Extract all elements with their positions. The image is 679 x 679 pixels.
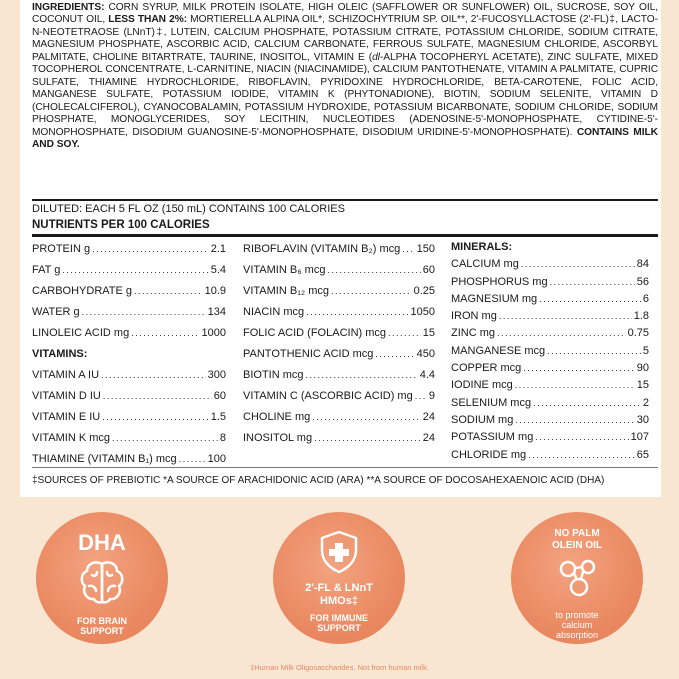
- nutrient-row: [451, 447, 649, 464]
- dot-leader: [306, 302, 408, 323]
- ingredients-main: CORN SYRUP, MILK PROTEIN ISOLATE, HIGH OLEIC (SAFFLOWER OR SUNFLOWER) OIL, SUCROSE, SOY OIL, COCONUT OIL,: [32, 2, 658, 26]
- nutrient-value: 2: [642, 396, 649, 409]
- nutrient-name: MINERALS:: [451, 241, 513, 253]
- nutrient-name: LINOLEIC ACID mg: [32, 327, 130, 339]
- nutrient-value: 4.4: [419, 369, 435, 381]
- nutrient-name: THIAMINE (VITAMIN B₁) mcg: [32, 453, 177, 465]
- nutrients-column-1: [32, 239, 226, 470]
- nutrient-name: FAT g: [32, 264, 61, 276]
- dot-leader: [499, 308, 632, 325]
- nutrient-name: CALCIUM mg: [451, 258, 519, 271]
- divider-footnote: [32, 467, 658, 468]
- dot-leader: [331, 281, 412, 302]
- nutrient-value: 150: [416, 243, 435, 255]
- nutrient-name: MAGNESIUM mg: [451, 292, 538, 305]
- nutrient-value: 60: [422, 264, 435, 276]
- nutrient-row: [243, 281, 435, 302]
- nutrient-value: 6: [642, 292, 649, 305]
- dot-leader: [375, 344, 414, 365]
- nutrient-value: 60: [213, 390, 226, 402]
- dot-leader: [388, 323, 421, 344]
- nutrient-row: [451, 377, 649, 394]
- nutrient-name: MANGANESE mcg: [451, 344, 546, 357]
- ingredients-text: [32, 2, 658, 151]
- nutrient-name: PHOSPHORUS mg: [451, 275, 548, 288]
- nutrient-row: [451, 360, 649, 377]
- nutrient-value: 1.5: [210, 411, 226, 423]
- dot-leader: [92, 239, 209, 260]
- nutrient-row: [243, 407, 435, 428]
- nutrient-name: IODINE mcg: [451, 379, 513, 392]
- dot-leader: [112, 428, 218, 449]
- ingredients-minor-cont: -ALPHA TOCOPHERYL ACETATE), ZINC SULFATE, MIXED TOCOPHEROL CONCENTRATE, L-CARNITINE, NIACIN (NIACINAMIDE), CALCIUM PANTOTHENATE, VITAMIN A PALMITATE, CUPRIC SULFATE, THIAMINE HYDROCHLORIDE, RIBOFLAVIN, PYRIDOXINE HYDROCHLORIDE, BETA-CAROTENE, FOLIC ACID, MANGANESE SULFATE, POTASSIUM IODIDE, VITAMIN K (PHYTONADIONE), BIOTIN, SODIUM SELENITE, VITAMIN D (CHOLECALCIFEROL), CYANOCOBALAMIN, POTASSIUM HYDROXIDE, POTASSIUM BICARBONATE, SODIUM CHLORIDE, SODIUM PHOSPHATE, MONOGLYCERIDES, SOY LECITHIN, NUCLEOTIDES (ADENOSINE-5'-MONOPHOSPHATE, CYTIDINE-5'-MONOPHOSPHATE, DISODIUM GUANOSINE-5'-MONOPHOSPHATE, DISODIUM URIDINE-5'-MONOPHOSPHATE).: [32, 51, 658, 138]
- divider: [32, 199, 658, 201]
- nutrient-row: [32, 260, 226, 281]
- dot-leader: [535, 429, 628, 446]
- dot-leader: [550, 274, 635, 291]
- nutrient-value: 1.8: [633, 310, 649, 323]
- less-than-label: LESS THAN 2%:: [108, 14, 188, 26]
- nutrient-value: 1000: [201, 327, 226, 339]
- nutrient-row: [451, 395, 649, 412]
- dot-leader: [528, 447, 635, 464]
- dot-leader: [402, 239, 414, 260]
- nutrient-name: VITAMINS:: [32, 348, 88, 360]
- nutrient-name: VITAMIN B₆ mcg: [243, 264, 326, 276]
- nutrient-row: [32, 281, 226, 302]
- nutrient-row: [243, 302, 435, 323]
- dot-leader: [102, 407, 208, 428]
- hmo-caption-1: FOR IMMUNE: [310, 613, 368, 623]
- dot-leader: [547, 343, 641, 360]
- footnote: ‡SOURCES OF PREBIOTIC *A SOURCE OF ARACHIDONIC ACID (ARA) **A SOURCE OF DOCOSAHEXAENOIC ACID (DHA): [32, 475, 605, 486]
- nutrient-name: POTASSIUM mg: [451, 431, 534, 444]
- nutrient-row: [243, 386, 435, 407]
- nutrient-value: 24: [422, 432, 435, 444]
- nutrient-name: CARBOHYDRATE g: [32, 285, 133, 297]
- nutrient-value: 84: [636, 258, 649, 271]
- dot-leader: [533, 395, 641, 412]
- nutrient-value: 30: [636, 413, 649, 426]
- nutrient-value: 300: [207, 369, 226, 381]
- nutrients-column-2: [243, 239, 435, 449]
- nutrient-row: [451, 429, 649, 446]
- nutrient-row: [451, 412, 649, 429]
- palm-caption-1: to promote: [555, 610, 599, 620]
- nutrient-row: [243, 323, 435, 344]
- nutrient-name: SELENIUM mcg: [451, 396, 532, 409]
- hmo-badge: [273, 512, 405, 644]
- nutrient-name: ZINC mg: [451, 327, 495, 340]
- brain-icon: [77, 558, 127, 608]
- palm-caption-3: absorption: [555, 630, 599, 640]
- nutrient-name: VITAMIN A IU: [32, 369, 100, 381]
- nutrient-name: FOLIC ACID (FOLACIN) mcg: [243, 327, 387, 339]
- hmo-caption-2: SUPPORT: [317, 623, 361, 633]
- nutrient-name: WATER g: [32, 306, 80, 318]
- nutrient-name: PROTEIN g: [32, 243, 91, 255]
- nutrient-name: VITAMIN E IU: [32, 411, 101, 423]
- nutrient-value: 9: [428, 390, 435, 402]
- ingredients-label: INGREDIENTS:: [32, 2, 105, 13]
- nutrient-row: [32, 302, 226, 323]
- nutrient-name: VITAMIN K mcg: [32, 432, 111, 444]
- dha-caption-1: FOR BRAIN: [77, 616, 127, 626]
- dha-title: DHA: [78, 530, 126, 555]
- nutrient-name: BIOTIN mcg: [243, 369, 304, 381]
- allergen-statement: CONTAINS MILK AND SOY.: [32, 126, 658, 150]
- dot-leader: [131, 323, 199, 344]
- nutrient-group-heading: [32, 344, 226, 365]
- nutrient-row: [451, 256, 649, 273]
- nutrient-name: NIACIN mcg: [243, 306, 305, 318]
- nutrient-group-heading: [451, 239, 649, 256]
- palm-title-1: NO PALM: [554, 528, 600, 539]
- nutrient-row: [243, 365, 435, 386]
- dot-leader: [497, 325, 626, 342]
- nutrient-name: CHLORIDE mg: [451, 448, 527, 461]
- dha-caption-2: SUPPORT: [80, 626, 124, 636]
- nutrient-row: [32, 386, 226, 407]
- no-palm-oil-badge: [511, 512, 643, 644]
- dot-leader: [515, 412, 634, 429]
- nutrient-value: 8: [219, 432, 226, 444]
- dot-leader: [539, 291, 641, 308]
- nutrient-row: [451, 274, 649, 291]
- nutrients-column-3: [451, 239, 649, 464]
- nutrient-row: [32, 323, 226, 344]
- nutrient-value: 0.25: [413, 285, 435, 297]
- nutrient-row: [32, 239, 226, 260]
- hmo-title-1: 2'-FL & LNnT: [305, 582, 373, 594]
- nutrient-row: [451, 308, 649, 325]
- nutrient-value: 10.9: [204, 285, 226, 297]
- dot-leader: [103, 386, 212, 407]
- nutrient-name: VITAMIN C (ASCORBIC ACID) mg: [243, 390, 413, 402]
- dot-leader: [515, 377, 635, 394]
- nutrient-name: RIBOFLAVIN (VITAMIN B₂) mcg: [243, 243, 401, 255]
- nutrient-value: 5: [642, 344, 649, 357]
- nutrient-name: INOSITOL mg: [243, 432, 313, 444]
- nutrient-value: 15: [636, 379, 649, 392]
- nutrient-value: 15: [422, 327, 435, 339]
- dot-leader: [101, 365, 206, 386]
- nutrient-row: [243, 260, 435, 281]
- dot-leader: [521, 256, 635, 273]
- nutrient-name: PANTOTHENIC ACID mcg: [243, 348, 374, 360]
- nutrient-row: [32, 407, 226, 428]
- nutrient-row: [451, 343, 649, 360]
- nutrient-row: [243, 239, 435, 260]
- thick-divider: [32, 234, 658, 237]
- nutrient-value: 450: [416, 348, 435, 360]
- nutrient-value: 134: [207, 306, 226, 318]
- nutrient-row: [32, 428, 226, 449]
- nutrient-row: [243, 428, 435, 449]
- dot-leader: [306, 365, 418, 386]
- nutrient-value: 5.4: [210, 264, 226, 276]
- palm-caption-2: calcium: [561, 620, 593, 630]
- nutrient-value: 56: [636, 275, 649, 288]
- nutrient-value: 0.75: [627, 327, 649, 340]
- ingredients-minor: MORTIERELLA ALPINA OIL*, SCHIZOCHYTRIUM SP. OIL**, 2'-FUCOSYLLACTOSE (2'-FL)‡, LACTO-N-NEOTETRAOSE (LNnT)‡, LUTEIN, CALCIUM PHOSPHATE, POTASSIUM CITRATE, POTASSIUM CHLORIDE, SODIUM CITRATE, MAGNESIUM PHOSPHATE, ASCORBIC ACID, CALCIUM CARBONATE, FERROUS SULFATE, MAGNESIUM CHLORIDE, ASCORBYL PALMITATE, CHOLINE BITARTRATE, TAURINE, INOSITOL, VITAMIN E (: [32, 14, 658, 63]
- hmo-footnote: ‡Human Milk Oligosaccharides. Not from human milk.: [250, 663, 429, 672]
- nutrient-row: [451, 325, 649, 342]
- hmo-title-2: HMOs‡: [320, 595, 358, 607]
- nutrient-name: IRON mg: [451, 310, 497, 323]
- nutrient-value: 1050: [410, 306, 435, 318]
- diluted-statement: DILUTED: EACH 5 FL OZ (150 mL) CONTAINS 100 CALORIES: [32, 203, 345, 215]
- dot-leader: [314, 428, 421, 449]
- nutrient-value: 2.1: [210, 243, 226, 255]
- dot-leader: [312, 407, 421, 428]
- dl-prefix: dl: [372, 51, 380, 63]
- nutrient-value: 107: [630, 431, 649, 444]
- dha-badge: [36, 512, 168, 644]
- palm-title-2: OLEIN OIL: [552, 540, 602, 551]
- dot-leader: [62, 260, 208, 281]
- nutrients-title: NUTRIENTS PER 100 CALORIES: [32, 219, 210, 231]
- nutrient-value: 90: [636, 362, 649, 375]
- nutrient-value: 65: [636, 448, 649, 461]
- nutrient-row: [243, 344, 435, 365]
- nutrient-value: 24: [422, 411, 435, 423]
- shield-cross-icon: [318, 530, 360, 574]
- nutrient-row: [32, 365, 226, 386]
- calcium-molecule-icon: [555, 556, 601, 600]
- dot-leader: [523, 360, 634, 377]
- nutrient-name: VITAMIN B₁₂ mcg: [243, 285, 330, 297]
- dot-leader: [134, 281, 203, 302]
- dot-leader: [415, 386, 427, 407]
- nutrient-value: 100: [207, 453, 226, 465]
- nutrient-name: COPPER mcg: [451, 362, 522, 375]
- nutrient-name: SODIUM mg: [451, 413, 514, 426]
- dot-leader: [82, 302, 206, 323]
- nutrient-row: [451, 291, 649, 308]
- dot-leader: [327, 260, 420, 281]
- nutrient-name: VITAMIN D IU: [32, 390, 101, 402]
- nutrient-name: CHOLINE mg: [243, 411, 311, 423]
